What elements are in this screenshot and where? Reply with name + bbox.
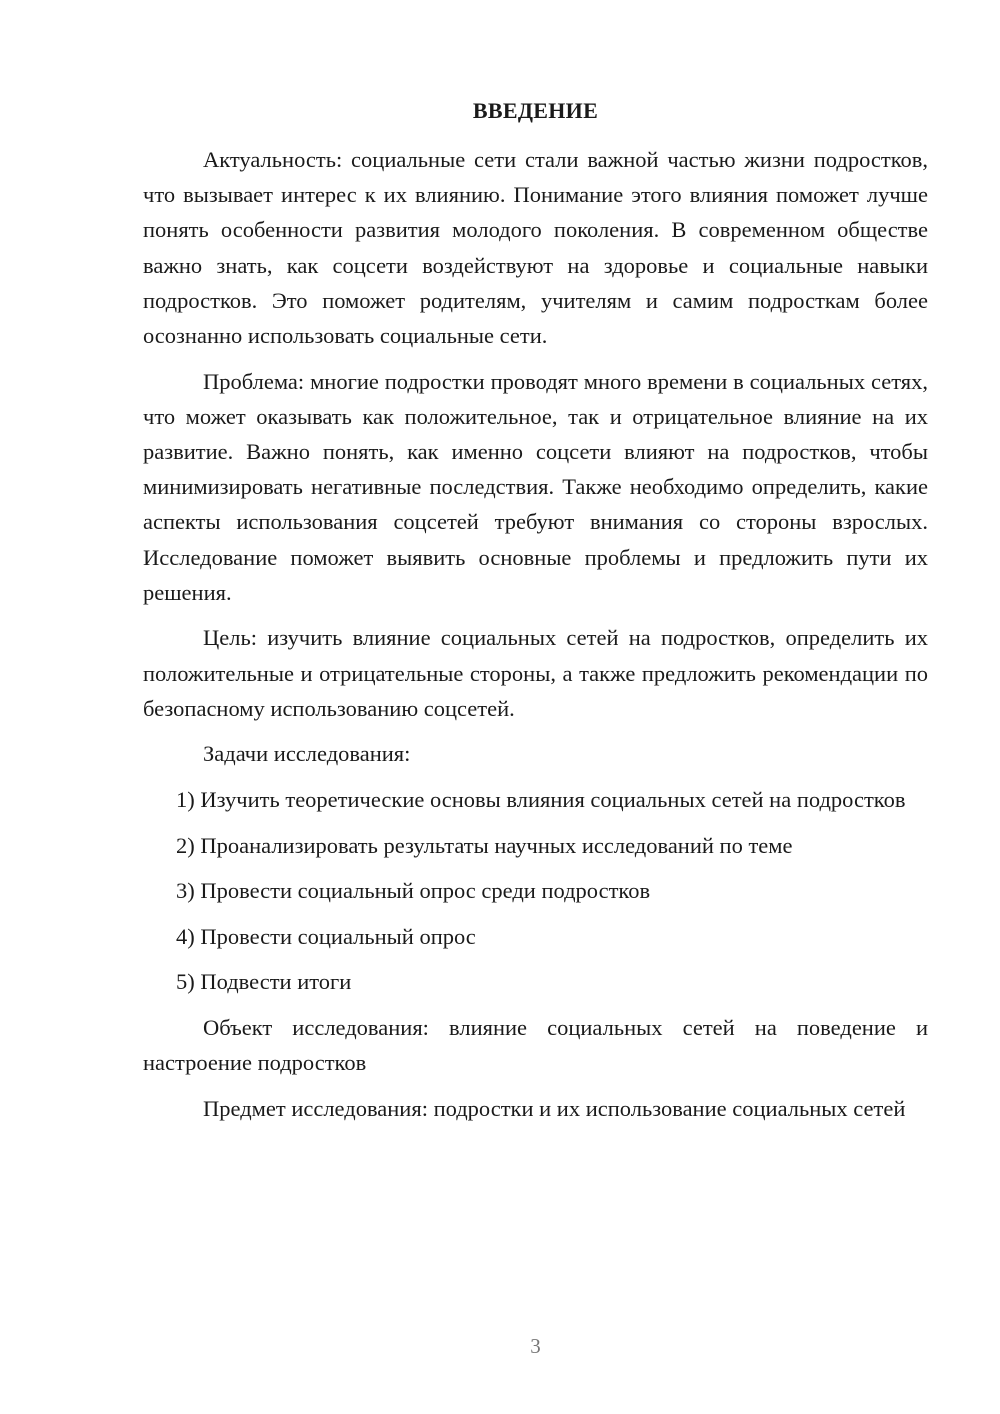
paragraph-subject: Предмет исследования: подростки и их использование социальных сетей bbox=[203, 1095, 906, 1121]
page-number: 3 bbox=[530, 1334, 541, 1358]
paragraph-object: Объект исследования: влияние социальных сетей на поведение и настроение подростков bbox=[143, 1014, 928, 1076]
paragraph-relevance: Актуальность: социальные сети стали важной частью жизни подростков, что вызывает интерес к их влиянию. Понимание этого влияния поможет лучше понять особенности развития молодого поколения. В современном обществе важно знать, как соцсети воздействуют на здоровье и социальные навыки подростков. Это поможет родителям, учителям и самим подросткам более осознанно использовать социальные сети. bbox=[143, 147, 928, 349]
task-item-4: 4) Провести социальный опрос bbox=[176, 923, 476, 949]
document-page bbox=[143, 0, 928, 1414]
paragraph-problem: Проблема: многие подростки проводят много времени в социальных сетях, что может оказывать как положительное, так и отрицательное влияние на их развитие. Важно понять, как именно соцсети влияют на подростков, чтобы минимизировать негативные последствия. Также необходимо определить, какие аспекты использования соцсетей требуют внимания со стороны взрослых. Исследование поможет выявить основные проблемы и предложить пути их решения. bbox=[143, 368, 928, 605]
task-item-5: 5) Подвести итоги bbox=[176, 969, 352, 995]
document-body bbox=[143, 142, 928, 1136]
paragraph-tasks-heading: Задачи исследования: bbox=[203, 741, 411, 767]
task-item-2: 2) Проанализировать результаты научных исследований по теме bbox=[176, 832, 793, 858]
page-title: ВВЕДЕНИЕ bbox=[472, 98, 599, 123]
paragraph-goal: Цель: изучить влияние социальных сетей на подростков, определить их положительные и отрицательные стороны, а также предложить рекомендации по безопасному использованию соцсетей. bbox=[143, 625, 928, 721]
task-item-3: 3) Провести социальный опрос среди подростков bbox=[176, 878, 651, 904]
task-item-1: 1) Изучить теоретические основы влияния социальных сетей на подростков bbox=[176, 787, 906, 813]
